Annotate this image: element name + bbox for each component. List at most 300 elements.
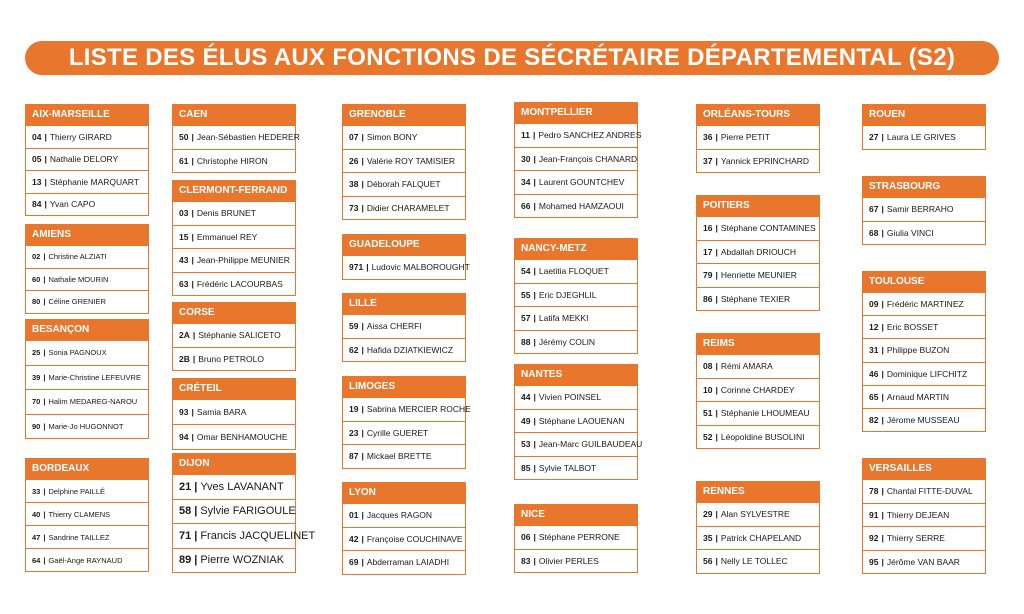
elected-row (173, 548, 295, 573)
elected-row (343, 255, 470, 279)
academy-box (342, 234, 470, 280)
elected-row (697, 502, 819, 526)
secretary-name: Pierre WOZNIAK (200, 554, 285, 567)
academy-name: CRÉTEIL (173, 379, 295, 399)
separator: | (43, 348, 46, 358)
elected-row (173, 323, 295, 347)
secretary-name: Olivier PERLES (538, 555, 599, 566)
elected-row (863, 292, 985, 315)
academy-box (172, 378, 296, 450)
secretary-name: Rémi AMARA (720, 361, 773, 372)
secretary-name: Nelly LE TOLLEC (720, 556, 788, 567)
department-number: 78 (869, 486, 879, 497)
elected-row (173, 272, 295, 296)
separator: | (715, 384, 718, 395)
department-number: 84 (32, 199, 42, 210)
elected-row (26, 170, 148, 193)
elected-row (26, 365, 148, 390)
separator: | (191, 278, 194, 289)
elected-row (26, 193, 148, 216)
department-number: 16 (703, 223, 713, 234)
secretary-name: Mickael BRETTE (366, 451, 432, 462)
secretary-name: Thierry DEJEAN (886, 509, 950, 520)
elected-row (26, 502, 148, 525)
academy-name: DIJON (173, 454, 295, 474)
elected-row (515, 194, 637, 218)
separator: | (43, 486, 46, 496)
secretary-name: Christophe HIRON (196, 155, 268, 166)
separator: | (191, 155, 194, 166)
secretary-name: Didier CHARAMELET (366, 202, 450, 213)
academy-box (696, 481, 820, 574)
elected-row (515, 525, 637, 549)
elected-row (863, 479, 985, 503)
secretary-name: Sabrina MERCIER ROCHE (366, 404, 471, 415)
academy-name: BORDEAUX (26, 459, 148, 479)
academy-box (514, 364, 643, 480)
elected-row (26, 389, 148, 414)
department-number: 12 (869, 322, 879, 333)
secretary-name: Laura LE GRIVES (886, 132, 956, 143)
department-number: 43 (179, 255, 189, 266)
secretary-name: Yvan CAPO (49, 199, 96, 210)
department-number: 07 (349, 132, 359, 143)
separator: | (43, 509, 46, 519)
secretary-name: Jérome MUSSEAU (886, 415, 960, 426)
elected-row (863, 338, 985, 361)
elected-row (697, 378, 819, 402)
separator: | (715, 509, 718, 520)
separator: | (194, 505, 198, 518)
department-number: 95 (869, 556, 879, 567)
separator: | (43, 252, 46, 262)
department-number: 04 (32, 131, 42, 142)
separator: | (361, 179, 364, 190)
separator: | (881, 204, 884, 215)
secretary-name: Léopoldine BUSOLINI (720, 431, 805, 442)
secretary-name: Laurent GOUNTCHEV (538, 177, 625, 188)
department-number: 61 (179, 155, 189, 166)
secretary-name: Eric BOSSET (886, 322, 939, 333)
elected-row (26, 245, 148, 268)
secretary-name: Sandrine TAILLEZ (48, 532, 110, 542)
separator: | (533, 289, 536, 300)
secretary-name: Stéphanie MARQUART (49, 176, 139, 187)
separator: | (715, 361, 718, 372)
secretary-name: Chantal FITTE-DUVAL (886, 486, 973, 497)
secretary-name: Francis JACQUELINET (200, 529, 316, 542)
elected-row (173, 499, 295, 524)
elected-row (343, 314, 465, 338)
academy-name: AIX-MARSEILLE (26, 105, 148, 125)
separator: | (44, 176, 47, 187)
separator: | (43, 421, 46, 431)
elected-row (697, 354, 819, 378)
department-number: 38 (349, 179, 359, 190)
elected-row (173, 523, 316, 548)
secretary-name: Henriette MEUNIER (720, 270, 797, 281)
academy-name: LYON (343, 483, 465, 503)
secretary-name: Latifa MEKKI (538, 313, 589, 324)
separator: | (43, 274, 46, 284)
academy-name: LIMOGES (343, 377, 465, 397)
department-number: 80 (32, 297, 41, 307)
secretary-name: Stéphane CONTAMINES (720, 223, 816, 234)
academy-box (696, 333, 820, 449)
separator: | (715, 556, 718, 567)
department-number: 26 (349, 155, 359, 166)
separator: | (715, 132, 718, 143)
academy-box (25, 458, 149, 572)
secretary-name: Stéphanie SALICETO (198, 330, 281, 341)
secretary-name: Halim MEDAREG-NAROU (48, 397, 138, 407)
elected-row (26, 268, 148, 291)
separator: | (881, 391, 884, 402)
academy-name: POITIERS (697, 196, 819, 216)
department-number: 52 (703, 431, 713, 442)
elected-row (697, 425, 819, 449)
separator: | (192, 330, 196, 341)
department-number: 36 (703, 132, 713, 143)
academy-name: BESANÇON (26, 320, 148, 340)
separator: | (881, 227, 884, 238)
department-number: 51 (703, 408, 713, 419)
academy-name: ROUEN (863, 105, 985, 125)
elected-row (863, 125, 985, 149)
elected-row (515, 147, 637, 171)
elected-row (515, 283, 637, 307)
elected-row (697, 149, 819, 173)
secretary-name: Philippe BUZON (886, 345, 950, 356)
secretary-name: Gaël-Ange RAYNAUD (48, 555, 123, 565)
elected-row (343, 421, 465, 445)
department-number: 10 (703, 384, 713, 395)
elected-row (26, 525, 148, 548)
academy-box (514, 102, 642, 218)
elected-row (863, 526, 985, 550)
separator: | (533, 200, 536, 211)
department-number: 67 (869, 204, 879, 215)
department-number: 55 (521, 289, 531, 300)
separator: | (533, 555, 536, 566)
separator: | (881, 556, 884, 567)
secretary-name: Dominique LIFCHITZ (886, 368, 968, 379)
academy-box (696, 195, 820, 311)
elected-row (697, 263, 819, 287)
department-number: 79 (703, 270, 713, 281)
department-number: 33 (32, 486, 41, 496)
secretary-name: Giulia VINCI (886, 227, 934, 238)
elected-row (697, 125, 819, 149)
separator: | (361, 557, 364, 568)
department-number: 25 (32, 348, 41, 358)
elected-row (697, 401, 819, 425)
elected-row (26, 125, 148, 148)
department-number: 50 (179, 132, 189, 143)
secretary-name: Stéphane TEXIER (720, 293, 791, 304)
department-number: 60 (32, 274, 41, 284)
department-number: 58 (179, 505, 192, 518)
separator: | (533, 392, 536, 403)
separator: | (191, 255, 194, 266)
elected-row (343, 397, 471, 421)
academy-name: GUADELOUPE (343, 235, 465, 255)
academy-name: LILLE (343, 294, 465, 314)
department-number: 06 (521, 532, 531, 543)
department-number: 65 (869, 391, 879, 402)
elected-row (173, 225, 295, 249)
elected-row (697, 549, 819, 573)
separator: | (191, 208, 194, 219)
academy-box (172, 453, 316, 573)
secretary-name: Christine ALZIATI (48, 252, 107, 262)
secretary-name: Jean-François CHANARD (538, 153, 638, 164)
department-number: 93 (179, 407, 189, 417)
secretary-name: Pedro SANCHEZ ANDRES (538, 130, 642, 141)
separator: | (366, 262, 369, 273)
department-number: 03 (179, 208, 189, 219)
secretary-name: Alan SYLVESTRE (720, 509, 790, 520)
department-number: 49 (521, 415, 531, 426)
department-number: 70 (32, 397, 41, 407)
department-number: 89 (179, 554, 192, 567)
separator: | (361, 404, 364, 415)
elected-row (343, 196, 465, 220)
elected-row (697, 526, 819, 550)
department-number: 23 (349, 427, 359, 438)
elected-row (863, 503, 985, 527)
department-number: 53 (521, 439, 531, 450)
department-number: 91 (869, 509, 879, 520)
elected-row (173, 125, 300, 149)
department-number: 90 (32, 421, 41, 431)
academy-name: STRASBOURG (863, 177, 985, 197)
secretary-name: Simon BONY (366, 132, 418, 143)
elected-row (26, 340, 148, 365)
elected-row (515, 409, 637, 433)
elected-row (863, 408, 985, 431)
separator: | (361, 510, 364, 521)
separator: | (43, 532, 46, 542)
academy-box (342, 376, 471, 469)
department-number: 87 (349, 451, 359, 462)
elected-row (26, 414, 148, 439)
secretary-name: Ludovic MALBOROUGHT (371, 262, 470, 273)
department-number: 59 (349, 321, 359, 332)
separator: | (715, 293, 718, 304)
academy-name: MONTPELLIER (515, 103, 637, 123)
elected-row (515, 549, 637, 573)
department-number: 64 (32, 555, 41, 565)
academy-box (696, 104, 820, 173)
department-number: 08 (703, 361, 713, 372)
elected-row (515, 306, 637, 330)
department-number: 85 (521, 462, 531, 473)
elected-row (343, 149, 465, 173)
elected-row (863, 315, 985, 338)
secretary-name: Pierre PETIT (720, 132, 770, 143)
department-number: 56 (703, 556, 713, 567)
secretary-name: Déborah FALQUET (366, 179, 441, 190)
separator: | (43, 397, 46, 407)
secretary-name: Yannick EPRINCHARD (720, 155, 810, 166)
separator: | (194, 529, 198, 542)
secretary-name: Nathalie MOURIN (48, 274, 109, 284)
separator: | (881, 533, 884, 544)
department-number: 86 (703, 293, 713, 304)
secretary-name: Jérémy COLIN (538, 336, 596, 347)
secretary-name: Thierry SERRE (886, 533, 945, 544)
secretary-name: Frédéric LACOURBAS (196, 278, 283, 289)
separator: | (361, 132, 364, 143)
secretary-name: Patrick CHAPELAND (720, 532, 802, 543)
academy-name: CORSE (173, 303, 295, 323)
department-number: 01 (349, 510, 359, 521)
secretary-name: Jean-Philippe MEUNIER (196, 255, 290, 266)
academy-box (862, 104, 986, 150)
department-number: 09 (869, 299, 879, 310)
department-number: 31 (869, 345, 879, 356)
elected-row (173, 201, 295, 225)
department-number: 42 (349, 533, 359, 544)
academy-name: NICE (515, 505, 637, 525)
academy-box (342, 104, 466, 220)
separator: | (533, 266, 536, 277)
department-number: 94 (179, 432, 189, 442)
secretary-name: Abderraman LAIADHI (366, 557, 450, 568)
department-number: 02 (32, 252, 41, 262)
separator: | (881, 322, 884, 333)
secretary-name: Jean-Marc GUILBAUDEAU (538, 439, 643, 450)
department-number: 62 (349, 344, 359, 355)
department-number: 971 (349, 262, 364, 273)
page-title: LISTE DES ÉLUS AUX FONCTIONS DE SÉCRÉTAIRE DÉPARTEMENTAL (S2) (25, 41, 999, 75)
secretary-name: Thierry GIRARD (49, 131, 112, 142)
department-number: 13 (32, 176, 42, 187)
department-number: 17 (703, 246, 713, 257)
department-number: 30 (521, 153, 531, 164)
elected-row (343, 444, 465, 468)
department-number: 35 (703, 532, 713, 543)
separator: | (191, 432, 194, 442)
secretary-name: Samir BERRAHO (886, 204, 954, 215)
secretary-name: Frédéric MARTINEZ (886, 299, 964, 310)
separator: | (881, 486, 884, 497)
elected-row (515, 123, 642, 147)
separator: | (194, 480, 198, 493)
elected-row (173, 399, 295, 424)
academy-name: VERSAILLES (863, 459, 985, 479)
department-number: 44 (521, 392, 531, 403)
separator: | (43, 297, 46, 307)
department-number: 69 (349, 557, 359, 568)
department-number: 29 (703, 509, 713, 520)
secretary-name: Eric DJEGHLIL (538, 289, 597, 300)
department-number: 2B (179, 353, 190, 364)
elected-row (515, 259, 637, 283)
separator: | (361, 155, 364, 166)
department-number: 66 (521, 200, 531, 211)
secretary-name: Cyrille GUERET (366, 427, 429, 438)
department-number: 37 (703, 155, 713, 166)
academy-box (25, 224, 149, 314)
secretary-name: Jean-Sébastien HEDERER (196, 132, 300, 143)
separator: | (43, 555, 46, 565)
department-number: 71 (179, 529, 192, 542)
academy-box (862, 458, 986, 574)
separator: | (715, 431, 718, 442)
separator: | (194, 554, 198, 567)
elected-row (863, 385, 985, 408)
academy-box (342, 293, 466, 362)
separator: | (533, 439, 536, 450)
academy-box (172, 104, 300, 173)
separator: | (191, 231, 194, 242)
elected-row (515, 456, 637, 480)
secretary-name: Sonia PAGNOUX (48, 348, 107, 358)
academy-name: TOULOUSE (863, 272, 985, 292)
academy-name: CAEN (173, 105, 295, 125)
separator: | (533, 336, 536, 347)
secretary-name: Denis BRUNET (196, 208, 256, 219)
academy-box (25, 319, 149, 439)
department-number: 83 (521, 555, 531, 566)
department-number: 05 (32, 154, 42, 165)
department-number: 19 (349, 404, 359, 415)
academy-name: GRENOBLE (343, 105, 465, 125)
department-number: 63 (179, 278, 189, 289)
separator: | (533, 532, 536, 543)
separator: | (191, 407, 194, 417)
department-number: 68 (869, 227, 879, 238)
separator: | (881, 132, 884, 143)
elected-row (863, 362, 985, 385)
secretary-name: Nathalie DELORY (49, 154, 119, 165)
elected-row (26, 148, 148, 171)
elected-row (863, 550, 985, 574)
elected-row (343, 503, 465, 527)
separator: | (361, 533, 364, 544)
academy-box (342, 482, 466, 575)
secretary-name: Marie-Jo HUGONNOT (48, 421, 124, 431)
elected-row (697, 287, 819, 311)
department-number: 27 (869, 132, 879, 143)
academy-name: REIMS (697, 334, 819, 354)
elected-row (173, 347, 295, 371)
elected-row (343, 338, 465, 362)
separator: | (715, 408, 718, 419)
separator: | (533, 313, 536, 324)
separator: | (44, 131, 47, 142)
secretary-name: Françoise COUCHINAVE (366, 533, 463, 544)
department-number: 46 (869, 368, 879, 379)
separator: | (715, 155, 718, 166)
secretary-name: Hafida DZIATKIEWICZ (366, 344, 454, 355)
separator: | (361, 451, 364, 462)
department-number: 54 (521, 266, 531, 277)
academy-box (514, 238, 638, 354)
department-number: 15 (179, 231, 189, 242)
department-number: 40 (32, 509, 41, 519)
secretary-name: Marie-Christine LEFEUVRE (48, 372, 141, 382)
elected-row (343, 125, 465, 149)
separator: | (715, 223, 718, 234)
elected-row (26, 548, 148, 571)
secretary-name: Corinne CHARDEY (720, 384, 795, 395)
academy-box (25, 104, 149, 216)
separator: | (44, 154, 47, 165)
elected-row (697, 216, 819, 240)
